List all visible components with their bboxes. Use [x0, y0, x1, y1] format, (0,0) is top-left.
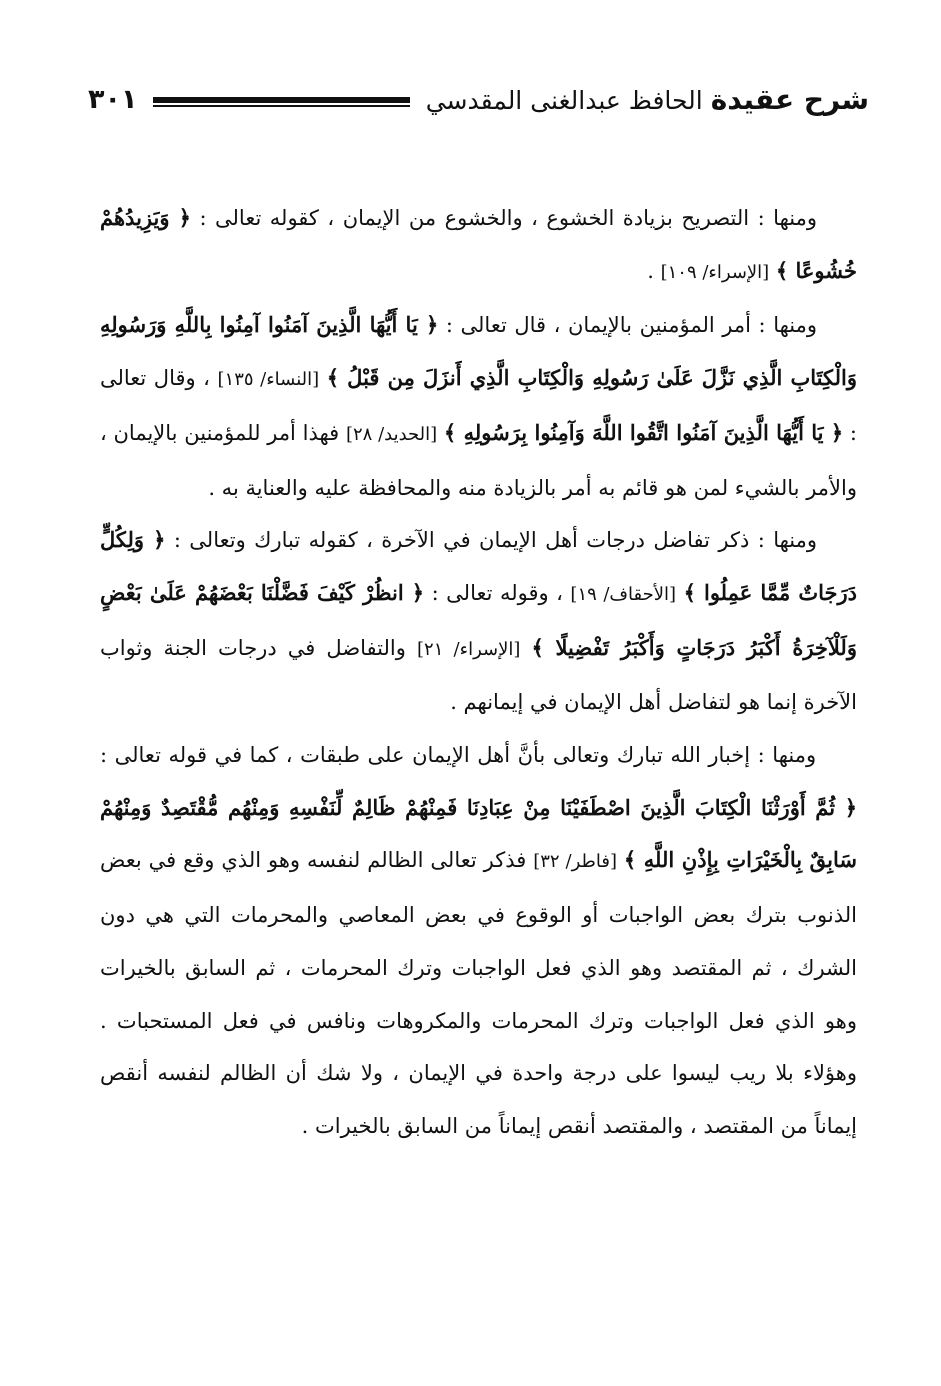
verse-reference: [الإسراء/ ١٠٩]: [660, 261, 770, 283]
quran-verse: ﴿ وَيَزِيدُهُمْ خُشُوعًا ﴾: [100, 205, 857, 283]
text-segment: ومنها : التصريح بزيادة الخشوع ، والخشوع من الإيمان ، كقوله تعالى :: [190, 206, 817, 230]
quran-verse: ﴿ يَا أَيُّهَا الَّذِينَ آمَنُوا آمِنُوا بِاللَّهِ وَرَسُولِهِ وَالْكِتَابِ الَّذِي نَزَّلَ عَلَىٰ رَسُولِهِ وَالْكِتَابِ الَّذِي أَنزَلَ مِن قَبْلُ ﴾: [100, 312, 857, 391]
verse-reference: [الإسراء/ ٢١]: [417, 638, 521, 660]
page-header: [88, 76, 869, 122]
text-segment: والتفاضل في درجات الجنة وثواب الآخرة إنما هو لتفاضل أهل الإيمان في إيمانهم .: [100, 635, 857, 715]
verse-reference: [الأحقاف/ ١٩]: [570, 583, 677, 605]
verse-reference: [النساء/ ١٣٥]: [217, 369, 320, 391]
paragraph: [100, 299, 857, 514]
running-title: [426, 83, 869, 116]
text-segment: ومنها : أمر المؤمنين بالإيمان ، قال تعالى :: [438, 313, 818, 338]
text-segment: فهذا أمر للمؤمنين بالإيمان ، والأمر بالشيء لمن هو قائم به أمر بالزيادة منه والمحافظة عليه والعناية به .: [100, 420, 857, 500]
body-text: [100, 192, 857, 1153]
text-segment: فذكر تعالى الظالم لنفسه وهو الذي وقع في بعض الذنوب بترك بعض الواجبات أو الوقوع في بعض المعاصي والمحرمات التي هي دون الشرك ، ثم المقتصد وهو الذي فعل الواجبات وترك المحرمات ، ثم السابق بالخيرات وهو الذي فعل الواجبات وترك المحرمات والمكروهات ونافس في فعل المستحبات . وهؤلاء بلا ريب ليسوا على درجة واحدة في الإيمان ، ولا شك أن الظالم لنفسه أنقص إيماناً من المقتصد ، والمقتصد أنقص إيماناً من السابق بالخيرات .: [100, 848, 857, 1138]
running-title-strong: شرح عقيدة: [710, 82, 869, 116]
text-segment: .: [647, 258, 654, 283]
quran-verse: ﴿ انظُرْ كَيْفَ فَضَّلْنَا بَعْضَهُمْ عَلَىٰ بَعْضٍ وَلَلْآخِرَةُ أَكْبَرُ دَرَجَاتٍ وَأَكْبَرُ تَفْضِيلًا ﴾: [100, 579, 857, 660]
quran-verse: ﴿ يَا أَيُّهَا الَّذِينَ آمَنُوا اتَّقُوا اللَّهَ وَآمِنُوا بِرَسُولِهِ ﴾: [443, 419, 844, 445]
text-segment: ، وقال تعالى :: [100, 366, 857, 445]
text-segment: ، وقوله تعالى :: [424, 580, 563, 605]
header-rule: [153, 97, 409, 107]
running-title-rest: الحافظ عبدالغنى المقدسي: [425, 85, 703, 115]
paragraph: [100, 192, 857, 299]
paragraph: [100, 729, 857, 1153]
paragraph: [100, 514, 857, 729]
text-segment: ومنها : ذكر تفاضل درجات أهل الإيمان في الآخرة ، كقوله تبارك وتعالى :: [165, 528, 818, 553]
quran-verse: ﴿ وَلِكُلٍّ دَرَجَاتٌ مِّمَّا عَمِلُوا ﴾: [100, 527, 857, 605]
page-number: ٣٠١: [88, 83, 138, 115]
quran-verse: ﴿ ثُمَّ أَوْرَثْنَا الْكِتَابَ الَّذِينَ اصْطَفَيْنَا مِنْ عِبَادِنَا فَمِنْهُمْ ظَالِمٌ لِّنَفْسِهِ وَمِنْهُم مُّقْتَصِدٌ وَمِنْهُمْ سَابِقٌ بِالْخَيْرَاتِ بِإِذْنِ اللَّهِ ﴾: [100, 794, 858, 873]
verse-reference: [فاطر/ ٣٢]: [533, 851, 617, 873]
verse-reference: [الحديد/ ٢٨]: [345, 423, 438, 445]
text-segment: ومنها : إخبار الله تبارك وتعالى بأنَّ أهل الإيمان على طبقات ، كما في قوله تعالى :: [100, 743, 817, 768]
